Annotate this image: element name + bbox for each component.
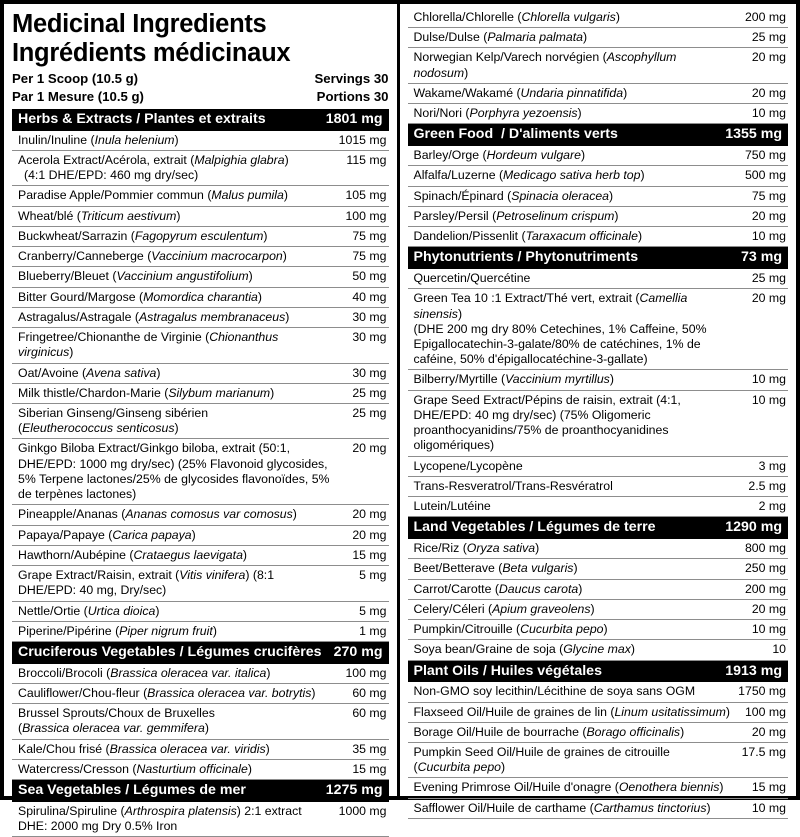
scientific-name: Spinacia oleracea [511, 188, 610, 203]
ingredient-row [12, 526, 389, 546]
ingredient-name: Astragalus/Astragale (Astragalus membranaceus) [18, 309, 290, 324]
ingredient-name: Cauliflower/Chou-fleur (Brassica oleracea var. botrytis) [18, 686, 316, 700]
right-column [400, 4, 797, 815]
scientific-name: Medicago sativa herb top [503, 168, 641, 183]
ingredient-row [408, 146, 789, 166]
ingredient-amount: 1000 mg [338, 803, 387, 818]
section-header-cruciferous-vegetables [12, 642, 389, 664]
scientific-name: Silybum marianum [168, 385, 271, 400]
ingredient-row [408, 743, 789, 778]
ingredient-name: Grape Extract/Raisin, extrait (Vitis vinifera) (8:1 DHE/EPD: 40 mg, Dry/sec) [18, 568, 275, 598]
scientific-name: Fagopyrum esculentum [134, 228, 264, 243]
section-title: Sea Vegetables / Légumes de mer [18, 782, 246, 799]
left-sections [12, 109, 389, 837]
ingredient-row [12, 622, 389, 642]
scientific-name: Vitis vinifera [179, 568, 246, 583]
ingredient-name: Borage Oil/Huile de bourrache (Borago officinalis) [413, 724, 685, 739]
ingredient-row [408, 370, 789, 390]
servings-count-fr: Portions 30 [316, 88, 389, 104]
ingredient-name: Dulse/Dulse (Palmaria palmata) [413, 30, 588, 45]
ingredient-amount: 800 mg [744, 541, 786, 556]
panel-title-en: Medicinal Ingredients [12, 10, 267, 38]
ingredient-amount: 25 mg [751, 30, 786, 45]
ingredient-row [408, 227, 789, 247]
ingredient-name: Acerola Extract/Acérola, extrait (Malpighia glabra) (4:1 DHE/EPD: 460 mg dry/sec) [18, 153, 341, 183]
ingredient-amount: 1750 mg [738, 684, 786, 699]
scientific-name: Camellia sinensis [413, 291, 688, 321]
ingredient-row [408, 580, 789, 600]
ingredient-name: Pumpkin Seed Oil/Huile de graines de citrouille (Cucurbita pepo) [414, 745, 741, 775]
ingredient-amount: 1 mg [359, 623, 387, 638]
ingredient-amount: 2.5 mg [748, 478, 786, 493]
scientific-name: Borago officinalis [586, 724, 681, 739]
ingredient-row [408, 48, 789, 83]
ingredient-detail: (4:1 DHE/EPD: 460 mg dry/sec) [24, 168, 199, 183]
ingredient-name: Brussel Sprouts/Choux de Bruxelles (Brassica oleracea var. gemmifera) [18, 706, 341, 736]
ingredient-row [12, 566, 389, 601]
ingredient-amount: 3 mg [758, 458, 786, 473]
scientific-name: Nasturtium officinale [136, 761, 248, 776]
section-amount: 1801 mg [325, 110, 383, 127]
ingredient-amount: 30 mg [352, 365, 387, 380]
servings-count [314, 70, 388, 105]
ingredient-row [408, 269, 789, 289]
scientific-name: Crataegus laevigata [133, 547, 243, 562]
ingredient-row [12, 288, 389, 308]
ingredient-amount: 200 mg [744, 10, 786, 24]
ingredient-amount: 20 mg [751, 208, 786, 223]
ingredient-row [408, 559, 789, 579]
ingredient-amount: 60 mg [352, 686, 387, 700]
ingredient-name: Wheat/blé (Triticum aestivum) [18, 208, 181, 223]
ingredient-row [408, 640, 789, 660]
ingredient-name: Bilberry/Myrtille (Vaccinium myrtillus) [413, 372, 614, 387]
ingredient-amount: 17.5 mg [741, 744, 786, 759]
ingredient-name: Paradise Apple/Pommier commun (Malus pumila) [18, 188, 288, 203]
scientific-name: Porphyra yezoensis [469, 106, 578, 121]
ingredient-name: Rice/Riz (Oryza sativa) [413, 541, 540, 556]
ingredient-name: Piperine/Pipérine (Piper nigrum fruit) [18, 623, 217, 638]
ingredient-detail: (Cucurbita pepo) [413, 760, 506, 775]
ingredient-amount: 30 mg [352, 309, 387, 324]
ingredient-row [12, 439, 389, 505]
scientific-name: Cucurbita pepo [417, 760, 502, 775]
ingredient-name: Milk thistle/Chardon-Marie (Silybum marianum) [18, 385, 275, 400]
ingredient-row [408, 799, 789, 819]
ingredient-name: Kale/Chou frisé (Brassica oleracea var. viridis) [18, 741, 270, 756]
ingredient-name: Beet/Betterave (Beta vulgaris) [413, 561, 578, 576]
scientific-name: Malus pumila [211, 188, 284, 203]
panel-title-fr: Ingrédients médicinaux [12, 38, 291, 67]
scientific-name: Vaccinium myrtillus [505, 372, 610, 387]
ingredient-row [408, 166, 789, 186]
section-title: Green Food / D'aliments verts [413, 126, 618, 143]
ingredient-row [12, 131, 389, 151]
ingredient-name: Carrot/Carotte (Daucus carota) [413, 581, 583, 596]
ingredient-detail: (Brassica oleracea var. gemmifera) [18, 721, 209, 736]
ingredient-amount: 75 mg [352, 228, 387, 243]
ingredient-row [12, 802, 389, 837]
scientific-name: Ascophyllum nodosum [413, 50, 677, 80]
ingredient-row [12, 364, 389, 384]
ingredient-row [12, 760, 389, 780]
ingredient-amount: 10 mg [751, 800, 786, 815]
ingredient-amount: 200 mg [744, 581, 786, 596]
ingredient-name: Blueberry/Bleuet (Vaccinium angustifolium) [18, 269, 253, 284]
scientific-name: Oenothera biennis [618, 780, 720, 795]
scientific-name: Taraxacum officinale [525, 229, 638, 244]
ingredient-row [408, 289, 789, 370]
ingredient-amount: 20 mg [751, 85, 786, 100]
ingredient-amount: 750 mg [744, 148, 786, 163]
scientific-name: Ananas comosus var comosus [125, 507, 293, 522]
ingredient-row [12, 546, 389, 566]
ingredient-row [12, 227, 389, 247]
ingredient-row [408, 723, 789, 743]
ingredient-amount: 2 mg [758, 499, 786, 514]
ingredient-amount: 250 mg [744, 561, 786, 576]
scientific-name: Momordica charantia [143, 289, 258, 304]
right-sections [408, 8, 789, 819]
scientific-name: Chionanthus virginicus [18, 330, 279, 360]
ingredient-name: Trans-Resveratrol/Trans-Resvératrol [413, 478, 613, 493]
ingredient-name: Non-GMO soy lecithin/Lécithine de soya sans OGM [413, 684, 696, 699]
ingredient-amount: 5 mg [359, 568, 387, 583]
ingredient-amount: 25 mg [352, 385, 387, 400]
ingredient-name: Papaya/Papaye (Carica papaya) [18, 527, 196, 542]
ingredient-name: Ginkgo Biloba Extract/Ginkgo biloba, extrait (50:1, DHE/EPD: 1000 mg dry/sec) (25% Flavonoid glycosides, 5% Terpene lactones/25% de glycosides flavonoïdes, 5% de terpènes lactones) [18, 441, 330, 502]
scientific-name: Apium graveolens [492, 601, 591, 616]
section-amount: 1355 mg [725, 126, 782, 143]
ingredient-amount: 10 mg [751, 392, 786, 407]
serving-info [12, 70, 389, 105]
ingredient-amount: 60 mg [352, 706, 387, 721]
ingredient-row [12, 267, 389, 287]
ingredient-amount: 500 mg [744, 168, 786, 183]
ingredient-name: Oat/Avoine (Avena sativa) [18, 365, 161, 380]
scientific-name: Vaccinium angustifolium [116, 269, 249, 284]
ingredient-row [408, 207, 789, 227]
ingredient-name: Grape Seed Extract/Pépins de raisin, extrait (4:1, DHE/EPD: 40 mg dry/sec) (75% Oligomeric proanthocyanidins/75% de proanthocyanidines oligomériques) [413, 392, 681, 453]
ingredient-amount: 10 [772, 642, 786, 657]
scientific-name: Triticum aestivum [80, 208, 177, 223]
ingredient-name: Flaxseed Oil/Huile de graines de lin (Linum usitatissimum) [413, 704, 730, 719]
ingredient-row [12, 602, 389, 622]
ingredient-name: Wakame/Wakamé (Undaria pinnatifida) [413, 85, 628, 100]
ingredient-row [12, 740, 389, 760]
scientific-name: Undaria pinnatifida [520, 85, 624, 100]
ingredient-row [12, 207, 389, 227]
serving-size-en: Per 1 Scoop (10.5 g) [12, 71, 139, 87]
ingredient-name: Spinach/Épinard (Spinacia oleracea) [413, 188, 614, 203]
ingredient-amount: 100 mg [345, 208, 387, 223]
scientific-name: Glycine max [563, 642, 631, 657]
scientific-name: Avena sativa [86, 365, 157, 380]
scientific-name: Daucus carota [498, 581, 579, 596]
ingredient-row [12, 384, 389, 404]
scientific-name: Hordeum vulgare [486, 148, 581, 163]
section-amount: 1275 mg [325, 782, 383, 799]
ingredient-row [12, 151, 389, 186]
section-header-herbs-extracts [12, 109, 389, 131]
ingredient-amount: 100 mg [744, 704, 786, 719]
ingredient-amount: 30 mg [352, 330, 387, 345]
section-amount: 1913 mg [725, 662, 782, 679]
section-title: Phytonutrients / Phytonutriments [413, 249, 639, 266]
ingredient-row [408, 84, 789, 104]
ingredient-name: Safflower Oil/Huile de carthame (Carthamus tinctorius) [413, 800, 711, 815]
scientific-name: Brassica oleracea var. italica [110, 665, 267, 680]
scientific-name: Petroselinum crispum [496, 208, 615, 223]
ingredient-name: Alfalfa/Luzerne (Medicago sativa herb top) [413, 168, 645, 183]
ingredient-amount: 20 mg [352, 527, 387, 542]
ingredient-row [408, 391, 789, 457]
scientific-name: Malpighia glabra [194, 152, 285, 167]
ingredient-name: Bitter Gourd/Margose (Momordica charantia) [18, 289, 263, 304]
ingredient-amount: 115 mg [346, 152, 387, 167]
ingredient-amount: 15 mg [352, 547, 387, 562]
ingredient-amount: 20 mg [751, 724, 786, 739]
scientific-name: Brassica oleracea var. botrytis [147, 686, 312, 700]
ingredient-row [12, 247, 389, 267]
ingredient-name: Norwegian Kelp/Varech norvégien (Ascophyllum nodosum) [413, 50, 677, 80]
ingredient-name: Cranberry/Canneberge (Vaccinium macrocarpon) [18, 249, 287, 264]
scientific-name: Oryza sativa [466, 541, 536, 556]
ingredient-name: Green Tea 10 :1 Extract/Thé vert, extrait (Camellia sinensis) (DHE 200 mg dry 80% Cetechines, 1% Caffeine, 50% Epigallocatechin-3-galate/80% de catéchines, 1% de caféine, 50% d'épigallocatéchine-3-gallate) [414, 291, 741, 367]
section-header-sea-vegetables [12, 780, 389, 802]
scientific-name: Palmaria palmata [487, 30, 583, 45]
ingredient-row [12, 328, 389, 363]
ingredient-row [12, 664, 389, 684]
ingredient-amount: 75 mg [352, 249, 387, 264]
section-header-plant-oils [408, 661, 789, 683]
scientific-name: Carica papaya [112, 527, 192, 542]
ingredient-amount: 5 mg [359, 603, 387, 618]
ingredient-row [408, 104, 789, 124]
ingredient-amount: 20 mg [751, 50, 786, 65]
ingredient-name: Chlorella/Chlorelle (Chlorella vulgaris) [413, 10, 620, 24]
ingredient-name: Fringetree/Chionanthe de Virginie (Chionanthus virginicus) [18, 330, 279, 360]
ingredient-amount: 20 mg [352, 507, 387, 522]
ingredient-row [408, 28, 789, 48]
scientific-name: Arthrospira platensis [124, 803, 237, 818]
scientific-name: Chlorella vulgaris [521, 10, 616, 24]
ingredient-row [12, 505, 389, 525]
ingredient-row [408, 778, 789, 798]
section-amount: 1290 mg [725, 519, 782, 536]
scientific-name: Urtica dioica [87, 603, 156, 618]
serving-size [12, 70, 144, 105]
scientific-name: Brassica oleracea var. gemmifera [22, 721, 205, 736]
section-amount: 270 mg [333, 644, 383, 661]
section-title: Herbs & Extracts / Plantes et extraits [18, 110, 266, 127]
ingredient-amount: 20 mg [751, 601, 786, 616]
ingredient-row [12, 186, 389, 206]
ingredient-name: Inulin/Inuline (Inula helenium) [18, 132, 179, 147]
ingredient-amount: 20 mg [352, 441, 387, 456]
ingredient-name: Pumpkin/Citrouille (Cucurbita pepo) [413, 622, 608, 637]
ingredient-row [408, 457, 789, 477]
ingredient-detail: (Eleutherococcus senticosus) [18, 421, 179, 436]
ingredient-amount: 10 mg [751, 372, 786, 387]
section-title: Plant Oils / Huiles végétales [413, 662, 602, 679]
ingredient-amount: 40 mg [352, 289, 387, 304]
ingredient-amount: 10 mg [751, 622, 786, 637]
ingredient-row [408, 497, 789, 517]
ingredient-name: Nettle/Ortie (Urtica dioica) [18, 603, 160, 618]
scientific-name: Cucurbita pepo [520, 622, 604, 637]
ingredient-amount: 100 mg [345, 665, 387, 680]
ingredient-row [12, 704, 389, 739]
ingredient-row [12, 404, 389, 439]
section-header-phytonutrients [408, 247, 789, 269]
section-header-green-food [408, 124, 789, 146]
scientific-name: Brassica oleracea var. viridis [109, 741, 266, 756]
ingredient-amount: 35 mg [352, 741, 387, 756]
ingredient-name: Buckwheat/Sarrazin (Fagopyrum esculentum) [18, 228, 268, 243]
section-title: Cruciferous Vegetables / Légumes crucifères [18, 644, 322, 661]
ingredient-amount: 15 mg [352, 761, 387, 776]
ingredient-name: Parsley/Persil (Petroselinum crispum) [413, 208, 619, 223]
ingredient-name: Watercress/Cresson (Nasturtium officinale) [18, 761, 252, 776]
scientific-name: Astragalus membranaceus [138, 309, 286, 324]
ingredient-amount: 75 mg [751, 188, 786, 203]
section-amount: 73 mg [740, 249, 782, 266]
ingredient-name: Celery/Céleri (Apium graveolens) [413, 601, 595, 616]
ingredient-name: Barley/Orge (Hordeum vulgare) [413, 148, 586, 163]
ingredient-name: Lycopene/Lycopène [413, 458, 523, 473]
ingredient-name: Hawthorn/Aubépine (Crataegus laevigata) [18, 547, 248, 562]
ingredient-name: Quercetin/Quercétine [413, 271, 531, 286]
section-title: Land Vegetables / Légumes de terre [413, 519, 656, 536]
ingredient-name: Lutein/Lutéine [413, 499, 491, 514]
ingredient-amount: 10 mg [751, 229, 786, 244]
ingredient-row [408, 539, 789, 559]
ingredient-row [408, 703, 789, 723]
ingredient-detail: (DHE 200 mg dry 80% Cetechines, 1% Caffeine, 50% Epigallocatechin-3-galate/80% de catéchines, 1% de caféine, 50% d'épigallocatéchine-3-gallate) [413, 321, 707, 367]
scientific-name: Vaccinium macrocarpon [151, 249, 283, 264]
ingredient-row [408, 620, 789, 640]
ingredient-row [408, 600, 789, 620]
scientific-name: Eleutherococcus senticosus [22, 421, 175, 436]
ingredient-detail: DHE: 2000 mg Dry 0.5% Iron [18, 819, 178, 834]
ingredient-name: Pineapple/Ananas (Ananas comosus var comosus) [18, 507, 297, 522]
ingredient-name: Nori/Nori (Porphyra yezoensis) [413, 106, 582, 121]
ingredient-row [408, 682, 789, 702]
ingredient-amount: 15 mg [751, 780, 786, 795]
left-column [4, 4, 400, 834]
scientific-name: Linum usitatissimum [614, 704, 726, 719]
ingredient-name: Broccoli/Brocoli (Brassica oleracea var. italica) [18, 665, 271, 680]
ingredient-amount: 25 mg [751, 271, 786, 286]
ingredient-name: Siberian Ginseng/Ginseng sibérien (Eleutherococcus senticosus) [18, 406, 341, 436]
ingredient-name: Soya bean/Graine de soja (Glycine max) [413, 642, 635, 657]
scientific-name: Carthamus tinctorius [593, 800, 707, 815]
scientific-name: Beta vulgaris [502, 561, 574, 576]
ingredient-row [408, 477, 789, 497]
ingredient-amount: 20 mg [751, 291, 786, 306]
ingredient-row [408, 187, 789, 207]
ingredient-name: Spirulina/Spiruline (Arthrospira platensis) 2:1 extract DHE: 2000 mg Dry 0.5% Iron [18, 804, 339, 834]
ingredient-amount: 1015 mg [338, 132, 387, 147]
ingredient-amount: 50 mg [352, 269, 387, 284]
scientific-name: Piper nigrum fruit [119, 623, 213, 638]
ingredient-name: Dandelion/Pissenlit (Taraxacum officinale) [413, 229, 643, 244]
ingredient-amount: 10 mg [751, 106, 786, 121]
ingredient-row [12, 308, 389, 328]
serving-size-fr: Par 1 Mesure (10.5 g) [12, 88, 144, 104]
ingredient-name: Evening Primrose Oil/Huile d'onagre (Oenothera biennis) [413, 780, 724, 795]
servings-count-en: Servings 30 [314, 71, 389, 87]
ingredient-amount: 105 mg [345, 188, 387, 203]
ingredient-row [12, 684, 389, 704]
ingredient-row [408, 8, 789, 28]
section-header-land-vegetables [408, 517, 789, 539]
ingredient-amount: 25 mg [352, 405, 387, 420]
scientific-name: Inula helenium [94, 132, 175, 147]
